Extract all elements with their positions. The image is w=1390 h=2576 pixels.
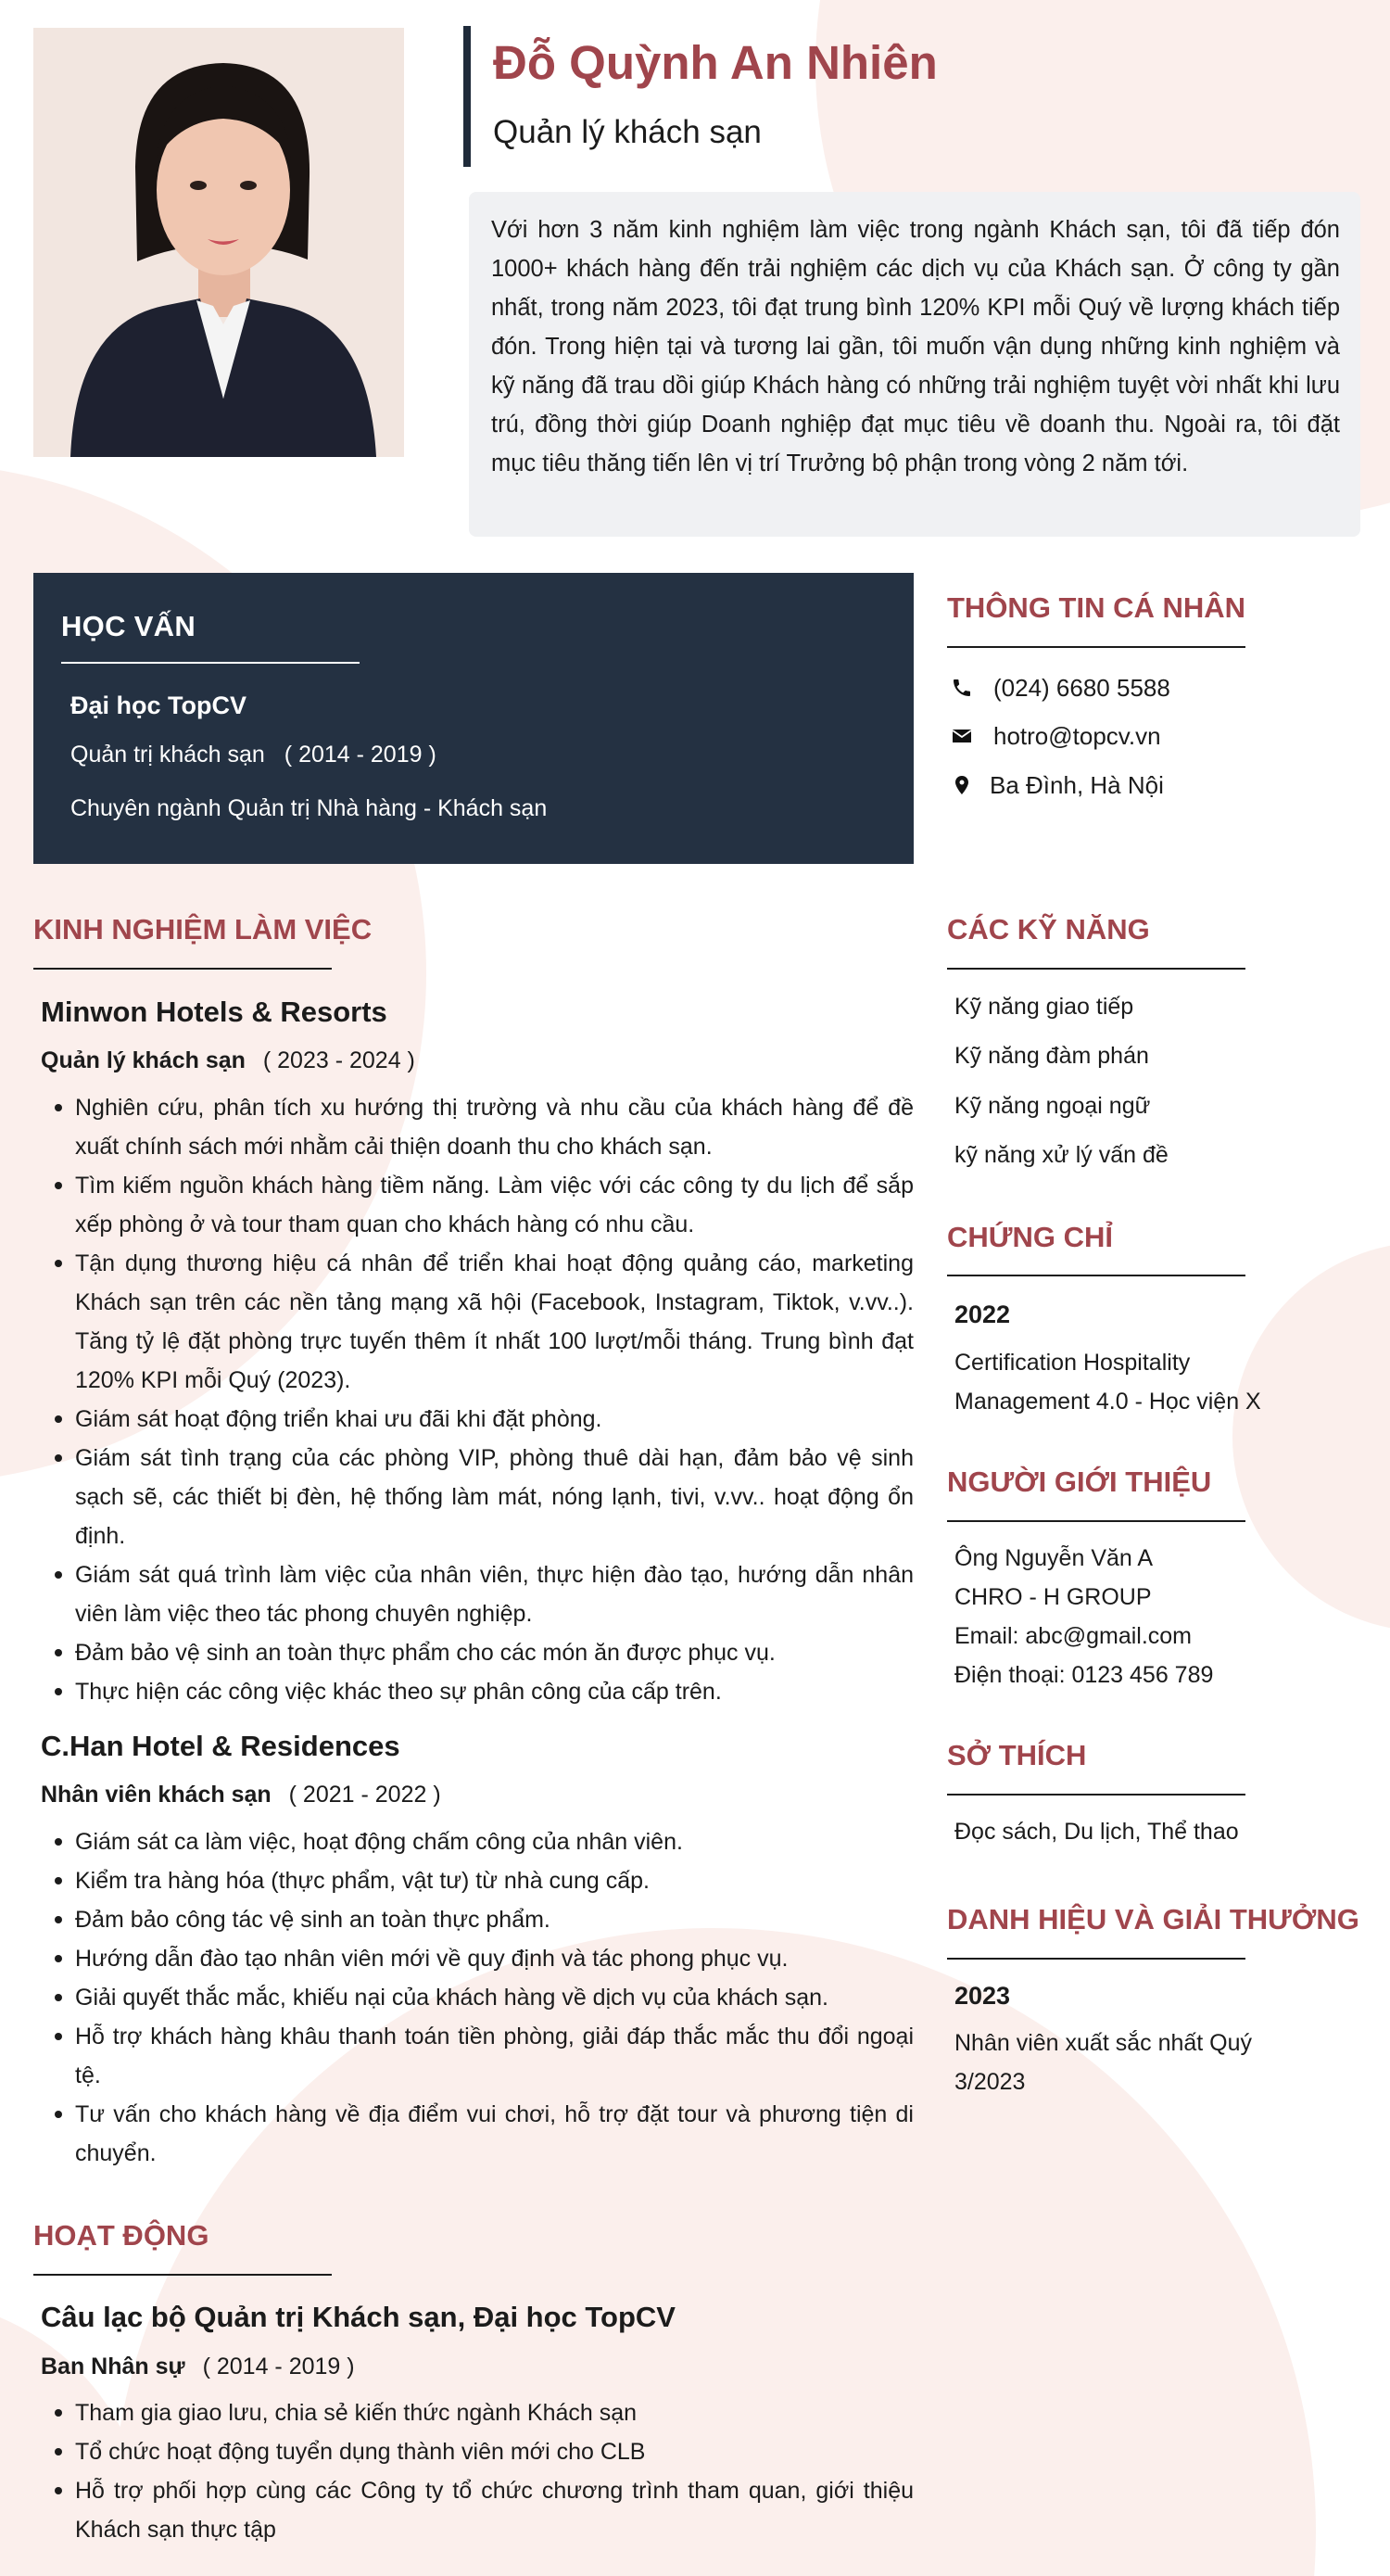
awards-title: DANH HIỆU VÀ GIẢI THƯỞNG	[947, 1903, 1359, 1935]
background-shape	[1232, 1242, 1390, 1631]
experience-divider	[33, 968, 332, 970]
education-major: Chuyên ngành Quản trị Nhà hàng - Khách sạn	[70, 795, 548, 821]
profile-photo	[33, 28, 404, 457]
list-item: Hướng dẫn đào tạo nhân viên mới về quy định và tác phong phục vụ.	[41, 1939, 914, 1978]
education-title-divider	[61, 662, 360, 664]
job-period: ( 2023 - 2024 )	[262, 1047, 415, 1073]
list-item: Giám sát hoạt động triển khai ưu đãi khi đặt phòng.	[41, 1400, 914, 1439]
certificates-divider	[947, 1275, 1245, 1276]
activity-task-list	[41, 2393, 914, 2549]
certificates-title: CHỨNG CHỈ	[947, 1221, 1113, 1253]
list-item: Tổ chức hoạt động tuyển dụng thành viên mới cho CLB	[41, 2432, 914, 2471]
list-item: Đảm bảo vệ sinh an toàn thực phẩm cho các món ăn được phục vụ.	[41, 1633, 914, 1672]
skill-item: kỹ năng xử lý vấn đề	[954, 1142, 1169, 1168]
activities-divider	[33, 2274, 332, 2276]
job-company: Minwon Hotels & Resorts	[41, 996, 387, 1028]
job-role-line	[41, 1782, 441, 1808]
award-name-line2: 3/2023	[954, 2069, 1026, 2095]
education-panel	[33, 573, 914, 864]
certificate-name-line1: Certification Hospitality	[954, 1350, 1191, 1376]
contact-address-text: Ba Đình, Hà Nội	[990, 771, 1164, 799]
summary-text: Với hơn 3 năm kinh nghiệm làm việc trong ngành Khách sạn, tôi đã tiếp đón 1000+ khách hàng đến trải nghiệm các dịch vụ của Khách sạn. Ở công ty gần nhất, trong năm 2023, tôi đạt trung bình 120% KPI mỗi Quý về lượng khách tiếp đón. Trong hiện tại và tương lai gần, tôi muốn vận dụng những kinh nghiệm và kỹ năng đã trau dồi giúp Khách hàng có những trải nghiệm tuyệt vời nhất khi lưu trú, đồng thời giúp Doanh nghiệp đạt mục tiêu về doanh thu. Ngoài ra, tôi đặt mục tiêu thăng tiến lên vị trí Trưởng bộ phận trong vòng 2 năm tới.	[491, 217, 1340, 476]
award-year: 2023	[954, 1982, 1011, 2010]
reference-phone[interactable]: Điện thoại: 0123 456 789	[954, 1662, 1214, 1688]
job-company: C.Han Hotel & Residences	[41, 1730, 400, 1762]
contact-phone[interactable]	[951, 674, 1170, 703]
job-task-list	[41, 1822, 914, 2173]
activity-period: ( 2014 - 2019 )	[202, 2354, 355, 2379]
phone-icon	[951, 677, 973, 701]
reference-email[interactable]: Email: abc@gmail.com	[954, 1623, 1193, 1649]
envelope-icon	[951, 725, 973, 749]
list-item: Hỗ trợ khách hàng khâu thanh toán tiền phòng, giải đáp thắc mắc thu đổi ngoại tệ.	[41, 2017, 914, 2095]
personal-info-divider	[947, 646, 1245, 648]
list-item: Giải quyết thắc mắc, khiếu nại của khách hàng về dịch vụ của khách sạn.	[41, 1978, 914, 2017]
list-item: Giám sát ca làm việc, hoạt động chấm công của nhân viên.	[41, 1822, 914, 1861]
activity-organization: Câu lạc bộ Quản trị Khách sạn, Đại học TopCV	[41, 2301, 676, 2333]
summary-box	[469, 192, 1360, 537]
list-item: Nghiên cứu, phân tích xu hướng thị trường và nhu cầu của khách hàng để đề xuất chính sách mới nhằm cải thiện doanh thu cho khách sạn.	[41, 1088, 914, 1166]
candidate-name: Đỗ Quỳnh An Nhiên	[493, 36, 938, 89]
references-divider	[947, 1520, 1245, 1522]
hobbies-title: SỞ THÍCH	[947, 1739, 1087, 1771]
education-degree	[70, 742, 436, 768]
list-item: Giám sát quá trình làm việc của nhân viên, thực hiện đào tạo, hướng dẫn nhân viên làm việc theo tác phong chuyên nghiệp.	[41, 1555, 914, 1633]
list-item: Tham gia giao lưu, chia sẻ kiến thức ngành Khách sạn	[41, 2393, 914, 2432]
skill-item: Kỹ năng đàm phán	[954, 1043, 1149, 1069]
job-period: ( 2021 - 2022 )	[288, 1782, 441, 1808]
list-item: Tư vấn cho khách hàng về địa điểm vui chơi, hỗ trợ đặt tour và phương tiện di chuyển.	[41, 2095, 914, 2173]
map-pin-icon	[951, 774, 973, 798]
education-school: Đại học TopCV	[70, 692, 247, 719]
skills-divider	[947, 968, 1245, 970]
list-item: Đảm bảo công tác vệ sinh an toàn thực phẩm.	[41, 1900, 914, 1939]
list-item: Tận dụng thương hiệu cá nhân để triển khai hoạt động quảng cáo, marketing Khách sạn trên các nền tảng mạng xã hội (Facebook, Instagram, Tiktok, v.vv..). Tăng tỷ lệ đặt phòng trực tuyến thêm ít nhất 100 lượt/mỗi tháng. Trung bình đạt 120% KPI mỗi Quý (2023).	[41, 1244, 914, 1400]
list-item: Hỗ trợ phối hợp cùng các Công ty tổ chức chương trình tham quan, giới thiệu Khách sạn thực tập	[41, 2471, 914, 2549]
reference-line: Ông Nguyễn Văn A	[954, 1545, 1154, 1571]
job-role-line	[41, 1047, 415, 1074]
activities-title: HOẠT ĐỘNG	[33, 2219, 209, 2252]
hobbies-divider	[947, 1794, 1245, 1796]
list-item: Giám sát tình trạng của các phòng VIP, phòng thuê dài hạn, đảm bảo vệ sinh sạch sẽ, các thiết bị đèn, hệ thống làm mát, nóng lạnh, tivi, v.vv.. hoạt động ổn định.	[41, 1439, 914, 1555]
job-task-list	[41, 1088, 914, 1711]
contact-email[interactable]	[951, 722, 1161, 751]
list-item: Kiểm tra hàng hóa (thực phẩm, vật tư) từ nhà cung cấp.	[41, 1861, 914, 1900]
header-name-block	[463, 26, 1353, 167]
contact-address	[951, 771, 1164, 800]
contact-email-text: hotro@topcv.vn	[993, 722, 1161, 750]
job-role: Quản lý khách sạn	[41, 1047, 246, 1073]
activity-role: Ban Nhân sự	[41, 2354, 185, 2379]
experience-title: KINH NGHIỆM LÀM VIỆC	[33, 913, 373, 945]
skill-item: Kỹ năng giao tiếp	[954, 994, 1134, 1020]
award-name-line1: Nhân viên xuất sắc nhất Quý	[954, 2030, 1253, 2056]
education-title: HỌC VẤN	[61, 610, 196, 642]
activity-role-line	[41, 2354, 355, 2380]
skill-item: Kỹ năng ngoại ngữ	[954, 1093, 1151, 1119]
skills-title: CÁC KỸ NĂNG	[947, 913, 1150, 945]
certificate-name-line2: Management 4.0 - Học viện X	[954, 1389, 1261, 1415]
certificate-year: 2022	[954, 1301, 1011, 1328]
hobbies-text: Đọc sách, Du lịch, Thể thao	[954, 1819, 1239, 1845]
education-degree-name: Quản trị khách sạn	[70, 742, 265, 768]
candidate-job-title: Quản lý khách sạn	[493, 114, 762, 150]
reference-line: CHRO - H GROUP	[954, 1584, 1152, 1610]
list-item: Tìm kiếm nguồn khách hàng tiềm năng. Làm việc với các công ty du lịch để sắp xếp phòng ở và tour tham quan cho khách hàng có nhu cầu.	[41, 1166, 914, 1244]
references-title: NGƯỜI GIỚI THIỆU	[947, 1466, 1212, 1498]
awards-divider	[947, 1958, 1245, 1960]
personal-info-title: THÔNG TIN CÁ NHÂN	[947, 591, 1246, 624]
education-period: ( 2014 - 2019 )	[284, 742, 436, 768]
list-item: Thực hiện các công việc khác theo sự phân công của cấp trên.	[41, 1672, 914, 1711]
job-role: Nhân viên khách sạn	[41, 1782, 272, 1808]
contact-phone-text: (024) 6680 5588	[993, 674, 1170, 702]
